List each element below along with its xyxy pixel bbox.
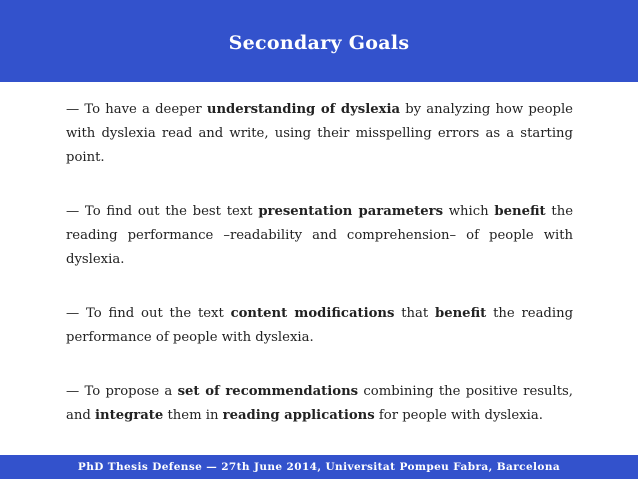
goals-list bbox=[66, 98, 573, 428]
goal-text: for people with dyslexia. bbox=[374, 408, 543, 423]
goal-text: To find out the best text bbox=[79, 204, 259, 219]
goal-emphasis: benefit bbox=[434, 306, 487, 321]
goal-emphasis: reading applications bbox=[222, 408, 375, 423]
goal-item-1 bbox=[66, 98, 573, 170]
footer-text: PhD Thesis Defense — 27th June 2014, Universitat Pompeu Fabra, Barcelona bbox=[77, 461, 561, 473]
goal-emphasis: benefit bbox=[494, 204, 546, 219]
goal-text: To propose a bbox=[79, 384, 178, 399]
goal-text: which bbox=[443, 204, 495, 219]
goal-item-3 bbox=[66, 302, 573, 350]
goal-text: them in bbox=[163, 408, 223, 423]
goal-text: the reading performance –readability and comprehension– of people with dyslexia. bbox=[66, 204, 573, 267]
goal-emphasis: understanding of dyslexia bbox=[206, 102, 401, 117]
goal-dash: — bbox=[66, 102, 80, 117]
slide-footer bbox=[0, 455, 638, 479]
goal-emphasis: content modifications bbox=[230, 306, 395, 321]
goal-text: that bbox=[394, 306, 435, 321]
slide-header bbox=[0, 0, 638, 82]
goal-emphasis: integrate bbox=[95, 408, 164, 423]
goal-item-4 bbox=[66, 380, 573, 428]
goal-text: the reading performance of people with dyslexia. bbox=[66, 306, 574, 345]
goal-item-2 bbox=[66, 200, 573, 272]
slide-title: Secondary Goals bbox=[228, 32, 410, 54]
goal-emphasis: set of recommendations bbox=[177, 384, 359, 399]
goal-text: To find out the text bbox=[79, 306, 231, 321]
goal-text: combining the positive results, and bbox=[66, 384, 573, 423]
goal-dash: — bbox=[66, 306, 80, 321]
goal-text: by analyzing how people with dyslexia read and write, using their misspelling errors as a starting point. bbox=[66, 102, 573, 165]
goal-dash: — bbox=[66, 384, 80, 399]
goal-emphasis: presentation parameters bbox=[258, 204, 443, 219]
goal-text: To have a deeper bbox=[79, 102, 207, 117]
goal-dash: — bbox=[66, 204, 80, 219]
